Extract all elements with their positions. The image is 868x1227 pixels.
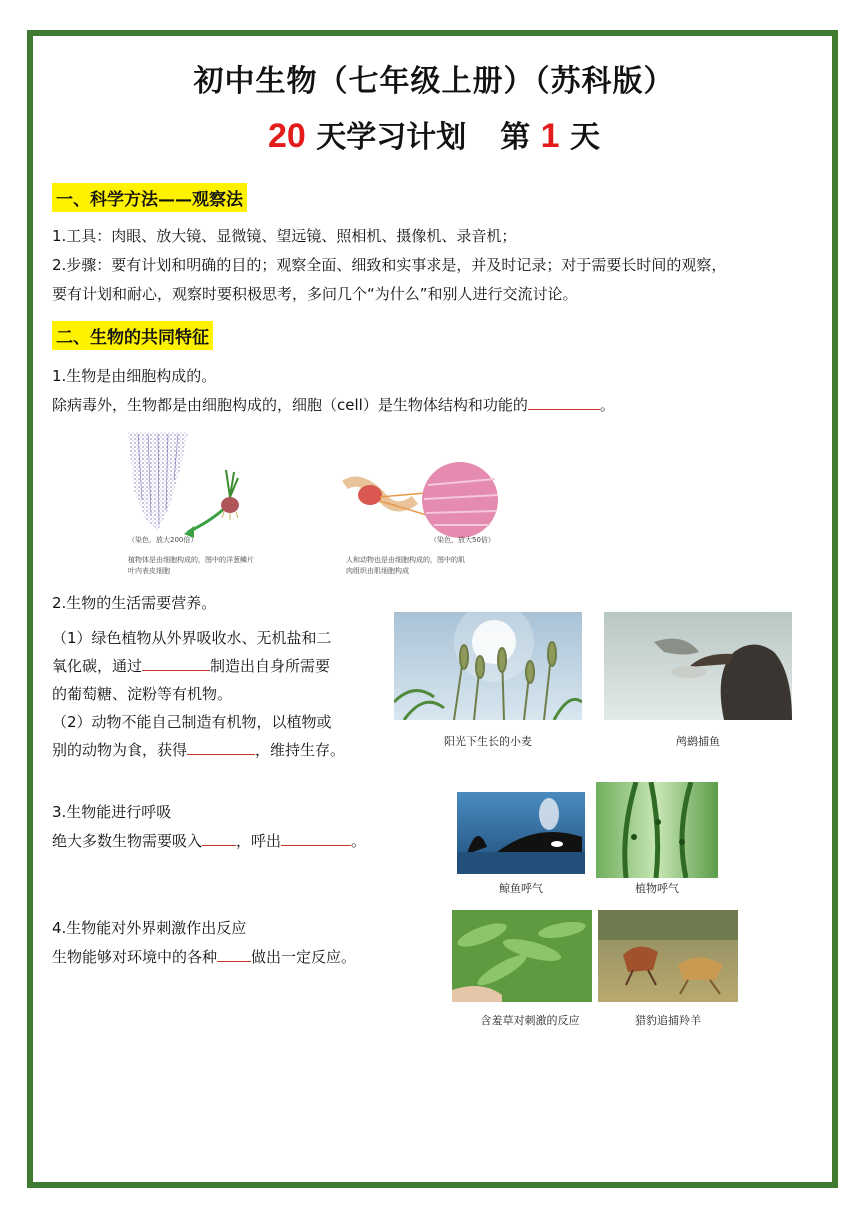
point1-text: [52, 391, 615, 419]
blank-field: [217, 960, 251, 962]
mimosa-photo: [452, 910, 592, 1002]
cheetah-photo: [598, 910, 738, 1002]
point1-text-a: 除病毒外，生物都是由细胞构成的，细胞（cell）是生物体结构和功能的: [52, 396, 528, 414]
point1-title: 1.生物是由细胞构成的。: [52, 367, 217, 385]
plant-breathing-photo: [596, 782, 718, 878]
plant-caption: 植物呼气: [635, 882, 679, 895]
point2-line2: [52, 652, 330, 680]
point2-line1: （1）绿色植物从外界吸收水、无机盐和二: [52, 629, 332, 647]
wheat-caption: 阳光下生长的小麦: [444, 735, 532, 748]
blank-field: [528, 408, 600, 410]
muscle-cell-figure: [340, 455, 500, 545]
wheat-photo: [394, 612, 582, 720]
day-suffix: 天: [570, 120, 601, 155]
section1-item2-line2: 要有计划和耐心，观察时要积极思考，多问几个“为什么”和别人进行交流讨论。: [52, 285, 578, 303]
fig2-desc-b1: 人和动物也是由细胞构成的，图中的肌: [346, 556, 465, 564]
point4-title: 4.生物能对外界刺激作出反应: [52, 919, 247, 937]
point2-line3: 的葡萄糖、淀粉等有机物。: [52, 685, 233, 703]
point2-line2-a: 氧化碳，通过: [52, 657, 143, 675]
section1-heading: 一、科学方法——观察法: [52, 183, 247, 212]
day-number: 1: [540, 117, 560, 155]
point2-line4: （2）动物不能自己制造有机物，以植物或: [52, 713, 332, 731]
point3-text: [52, 827, 366, 855]
section1-item1: 1.工具：肉眼、放大镜、显微镜、望远镜、照相机、摄像机、录音机；: [52, 227, 517, 245]
point3-text-c: 。: [351, 832, 367, 850]
fig1-desc-a1: 植物体是由细胞构成的，图中的洋葱鳞片: [128, 556, 254, 564]
section1-item2-line1: 2.步骤：要有计划和明确的目的；观察全面、细致和实事求是，并及时记录；对于需要长时间的观察，: [52, 256, 727, 274]
mimosa-caption: 含羞草对刺激的反应: [480, 1014, 580, 1027]
point4-text: [52, 943, 356, 971]
point2-line5-b: ，维持生存。: [255, 741, 346, 759]
whale-caption: 鲸鱼呼气: [499, 882, 543, 895]
cheetah-caption: 猎豹追捕羚羊: [635, 1014, 701, 1027]
fig1-desc-a2: 叶内表皮细胞: [128, 567, 170, 575]
point4-text-b: 做出一定反应。: [251, 948, 357, 966]
onion-cell-figure: [118, 430, 258, 575]
point2-line5: [52, 736, 345, 764]
point3-text-a: 绝大多数生物需要吸入: [52, 832, 203, 850]
point2-line5-a: 别的动物为食，获得: [52, 741, 188, 759]
page-title: 初中生物（七年级上册）（苏科版）: [193, 64, 675, 99]
blank-field: [187, 753, 255, 755]
day-prefix: 第: [500, 120, 531, 155]
fig2-desc-b2: 肉组织由肌细胞构成: [346, 567, 409, 575]
fig1-caption-a: （染色，放大200倍）: [128, 536, 198, 544]
cormorant-caption: 鸬鹚捕鱼: [676, 735, 720, 748]
point3-text-b: ，呼出: [236, 832, 282, 850]
plan-text: 天学习计划: [316, 120, 467, 155]
blank-field: [281, 844, 351, 846]
fig2-caption-b: （染色，放大50倍）: [430, 536, 495, 544]
blank-field: [202, 844, 236, 846]
cormorant-photo: [604, 612, 792, 720]
point3-title: 3.生物能进行呼吸: [52, 803, 172, 821]
point1-text-b: 。: [599, 396, 615, 414]
page-subtitle: [0, 112, 868, 156]
point2-line2-b: 制造出自身所需要: [210, 657, 331, 675]
section2-heading: 二、生物的共同特征: [52, 321, 213, 350]
point4-text-a: 生物能够对环境中的各种: [52, 948, 218, 966]
whale-photo: [457, 792, 585, 874]
blank-field: [142, 669, 210, 671]
point2-title: 2.生物的生活需要营养。: [52, 594, 217, 612]
plan-days-number: 20: [267, 117, 306, 155]
